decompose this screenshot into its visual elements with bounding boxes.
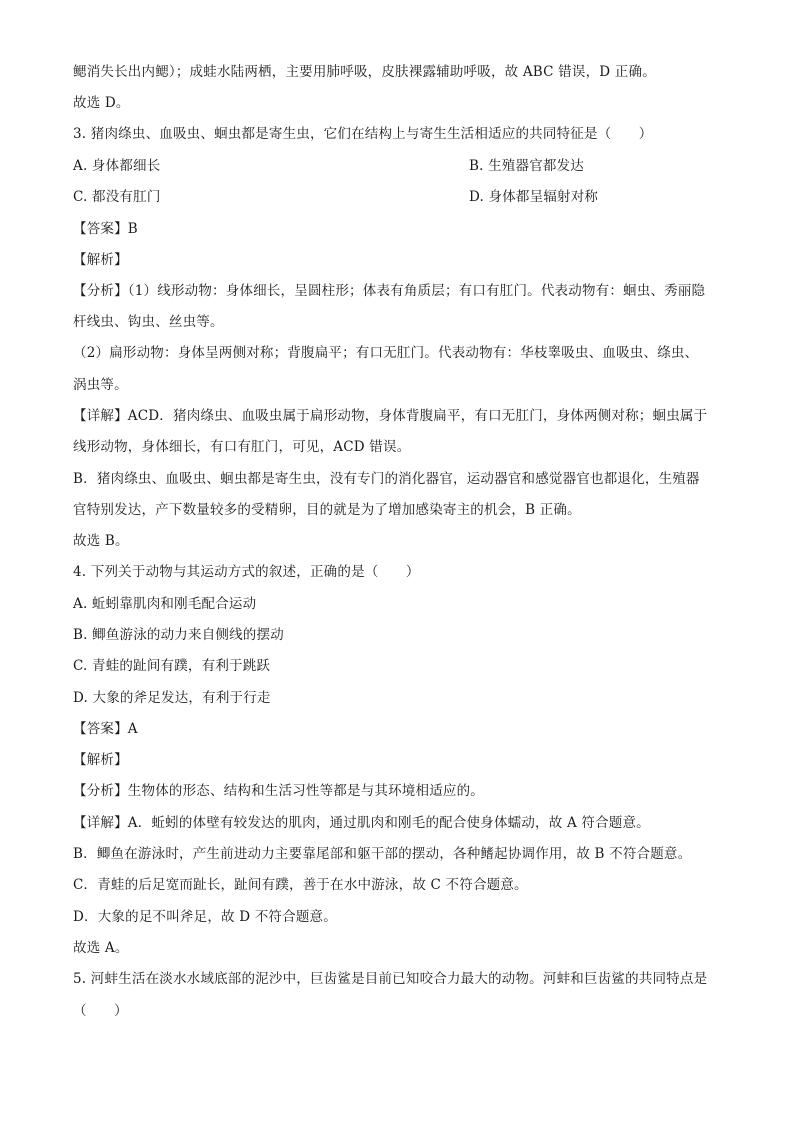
q4-option-a: A. 蚯蚓靠肌肉和刚毛配合运动 [73,596,257,612]
text-line: 杆线虫、钩虫、丝虫等。 [73,314,224,330]
text-line: 故选 D。 [73,95,130,111]
question-4: 4. 下列关于动物与其运动方式的叙述，正确的是（ ） [73,564,420,580]
q3-option-c: C. 都没有肛门 [73,189,161,205]
q4-option-c: C. 青蛙的趾间有蹼，有利于跳跃 [73,658,271,674]
text-line: 官特别发达，产下数量较多的受精卵，目的就是为了增加感染寄主的机会，B 正确。 [73,502,581,518]
q3-option-a: A. 身体都细长 [73,158,161,174]
text-line: 鳃消失长出内鳃）；成蛙水陆两栖，主要用肺呼吸，皮肤裸露辅助呼吸，故 ABC 错误，D 正确。 [73,64,656,80]
q3-option-d: D. 身体都呈辐射对称 [469,189,599,205]
text-line: 【分析】生物体的形态、结构和生活习性等都是与其环境相适应的。 [73,783,484,799]
answer-label: 【答案】A [73,721,138,737]
text-line: D．大象的足不叫斧足，故 D 不符合题意。 [73,909,337,925]
text-line: B．猪肉绦虫、血吸虫、蛔虫都是寄生虫，没有专门的消化器官，运动器官和感觉器官也都退化，生殖器 [73,471,700,487]
text-line: 故选 A。 [73,940,129,956]
q3-options-row-1 [73,157,733,175]
text-line: B．鲫鱼在游泳时，产生前进动力主要靠尾部和躯干部的摆动，各种鳍起协调作用，故 B 不符合题意。 [73,846,692,862]
text-line: 故选 B。 [73,533,129,549]
q4-option-b: B. 鲫鱼游泳的动力来自侧线的摆动 [73,627,284,643]
question-5: 5. 河蚌生活在淡水水域底部的泥沙中，巨齿鲨是目前已知咬合力最大的动物。河蚌和巨齿鲨的共同特点是 [73,971,708,987]
text-line: 线形动物，身体细长，有口有肛门，可见，ACD 错误。 [73,439,411,455]
text-line: 【详解】ACD．猪肉绦虫、血吸虫属于扁形动物，身体背腹扁平，有口无肛门，身体两侧对称；蛔虫属于 [73,408,708,424]
analysis-heading: 【解析】 [73,752,128,768]
text-line: 【分析】（1）线形动物：身体细长，呈圆柱形；体表有角质层；有口有肛门。代表动物有：蛔虫、秀丽隐 [73,283,706,299]
text-line: （ ） [73,1003,128,1019]
text-line: 涡虫等。 [73,377,128,393]
text-line: C．青蛙的后足宽而趾长，趾间有蹼，善于在水中游泳，故 C 不符合题意。 [73,877,528,893]
q4-option-d: D. 大象的斧足发达，有利于行走 [73,690,271,706]
answer-label: 【答案】B [73,221,138,237]
text-line: 【详解】A．蚯蚓的体壁有较发达的肌肉，通过肌肉和刚毛的配合使身体蠕动，故 A 符合题意。 [73,815,650,831]
q3-options-row-2 [73,188,733,206]
text-line: （2）扁形动物：身体呈两侧对称；背腹扁平；有口无肛门。代表动物有：华枝睾吸虫、血吸虫、绦虫、 [73,345,699,361]
analysis-heading: 【解析】 [73,252,128,268]
q3-option-b: B. 生殖器官都发达 [469,158,585,174]
question-3: 3. 猪肉绦虫、血吸虫、蛔虫都是寄生虫，它们在结构上与寄生生活相适应的共同特征是（ ） [73,126,653,142]
